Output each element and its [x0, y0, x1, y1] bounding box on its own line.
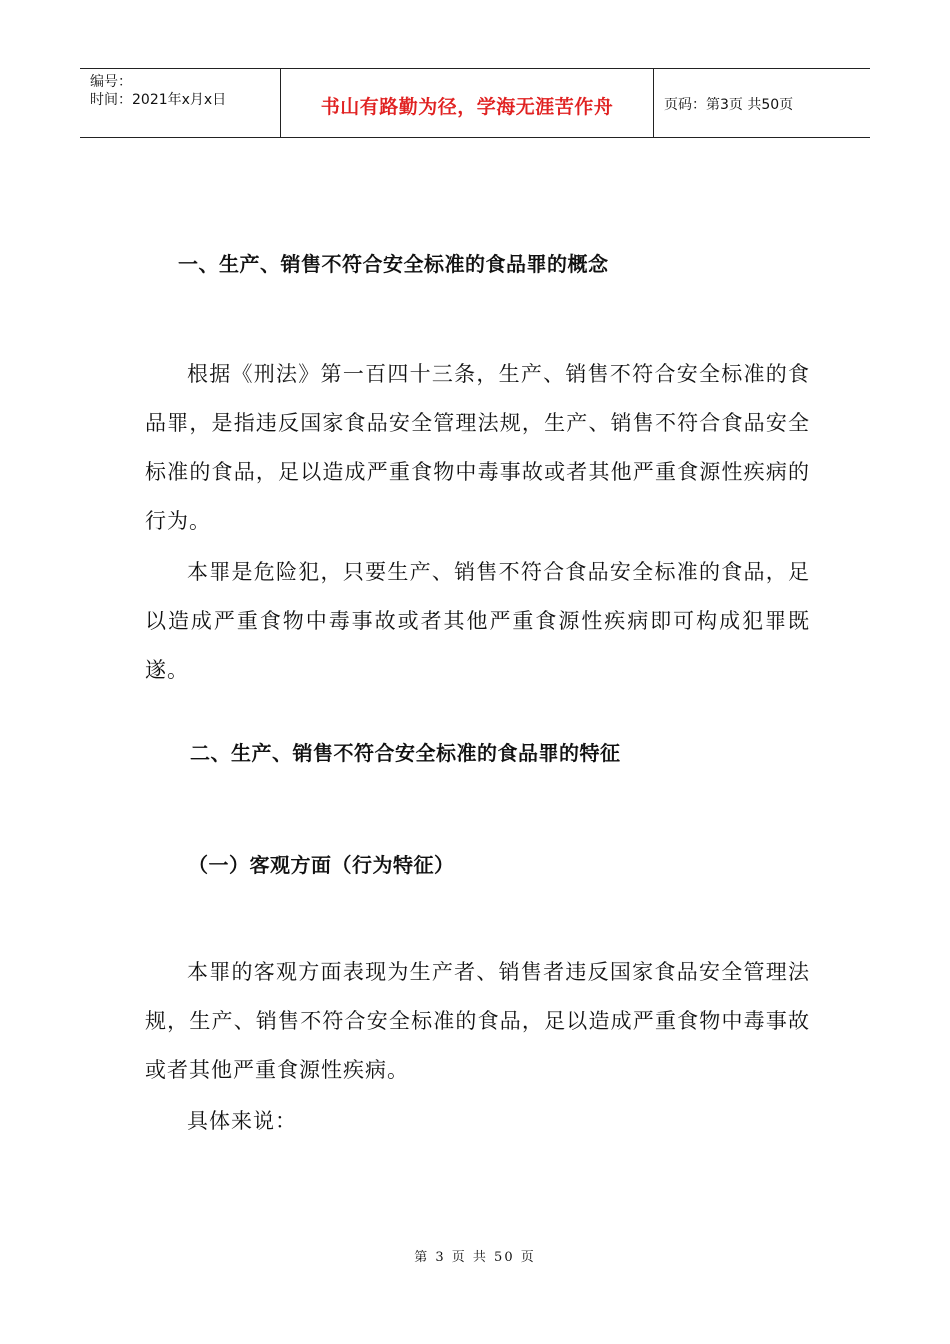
paragraph-objective-aspect: 本罪的客观方面表现为生产者、销售者违反国家食品安全管理法规，生产、销售不符合安全标准的食品，足以造成严重食物中毒事故或者其他严重食源性疾病。	[145, 960, 810, 1082]
header-motto: 书山有路勤为径，学海无涯苦作舟	[320, 95, 614, 118]
page-header	[80, 68, 870, 138]
document-time-label: 时间：2021年x月x日	[90, 92, 227, 108]
paragraph-dangerous-crime: 本罪是危险犯，只要生产、销售不符合食品安全标准的食品，足以造成严重食物中毒事故或者其他严重食源性疾病即可构成犯罪既遂。	[145, 560, 810, 682]
paragraph-specifically: 具体来说：	[187, 1109, 297, 1133]
header-meta	[80, 69, 281, 137]
header-page-info: 页码：第3页 共50页	[664, 97, 794, 113]
subsection-heading-objective: （一）客观方面（行为特征）	[188, 853, 455, 877]
page-footer: 第 3 页 共 50 页	[414, 1250, 536, 1265]
section-heading-features: 二、生产、销售不符合安全标准的食品罪的特征	[190, 741, 621, 765]
header-motto-cell	[281, 69, 654, 137]
document-number-label: 编号：	[90, 74, 132, 90]
paragraph-definition: 根据《刑法》第一百四十三条，生产、销售不符合安全标准的食品罪，是指违反国家食品安全管理法规，生产、销售不符合食品安全标准的食品，足以造成严重食物中毒事故或者其他严重食源性疾病的行为。	[145, 362, 810, 533]
section-heading-concept: 一、生产、销售不符合安全标准的食品罪的概念	[178, 252, 609, 276]
